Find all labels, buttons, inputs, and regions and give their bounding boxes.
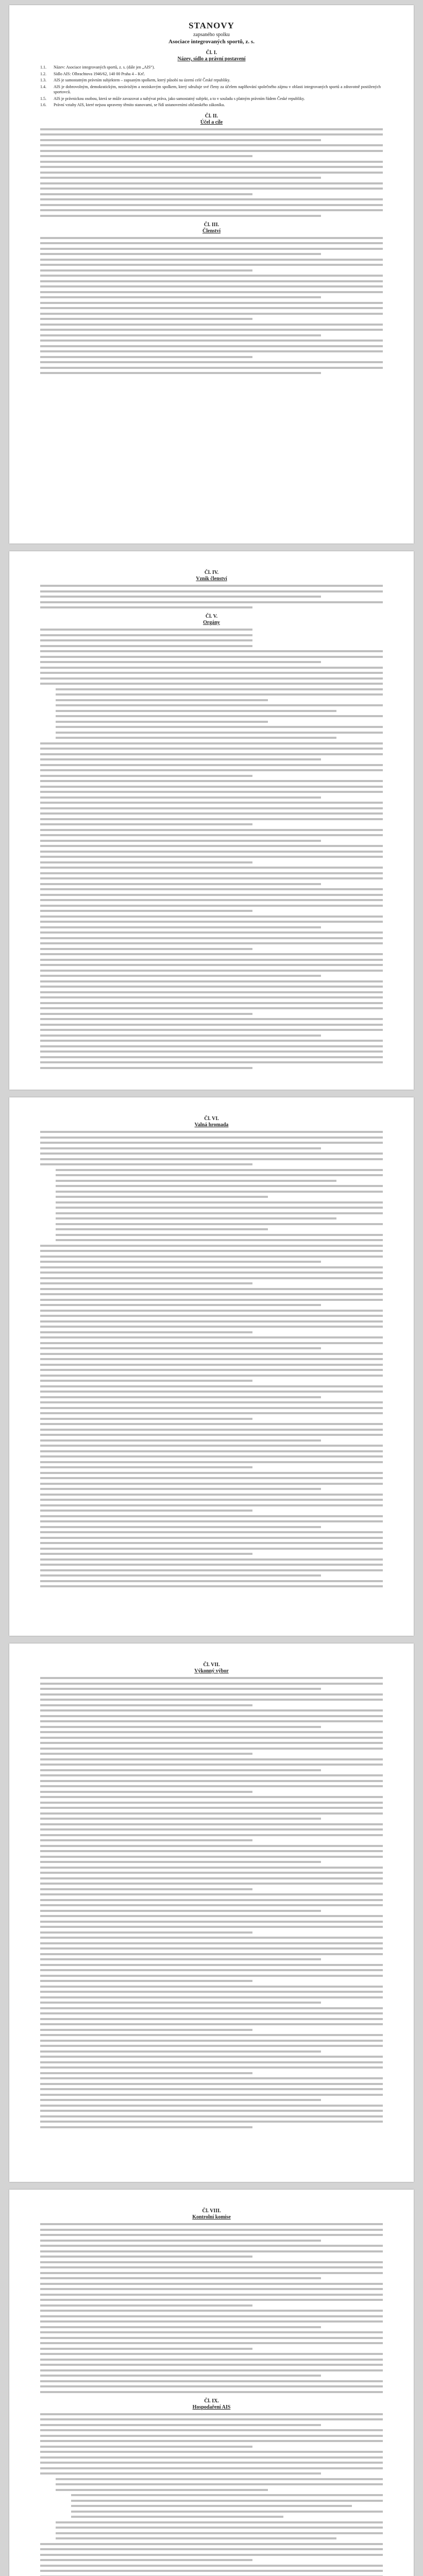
page-1 xyxy=(9,5,414,544)
article-6-title: Valná hromada xyxy=(194,1122,229,1128)
document-title: STANOVY xyxy=(189,21,234,30)
article-7-title: Výkonný výbor xyxy=(194,1668,229,1674)
paragraph-text: Sídlo AIS: Olbrachtova 1946/62, 140 00 Praha 4 – Krč. xyxy=(54,71,145,76)
paragraph-1-5 xyxy=(40,96,383,102)
paragraph-1-2 xyxy=(40,72,383,77)
page-4 xyxy=(9,1643,414,2182)
article-9-heading: Čl. IX. xyxy=(204,2398,219,2404)
article-4-title: Vznik členství xyxy=(196,576,227,582)
article-6-heading: Čl. VI. xyxy=(204,1116,219,1122)
article-7-body xyxy=(40,1677,383,2128)
paragraph-1-6 xyxy=(40,103,383,108)
paragraph-number: 1.1. xyxy=(40,65,46,70)
article-5-body xyxy=(40,629,383,1069)
paragraph-text: AIS je právnickou osobou, která se může zavazovat a nabývat práva, jako samostatný subjekt, a to v souladu s platným právním řádem České republiky. xyxy=(54,96,305,101)
article-1-title: Název, sídlo a právní postavení xyxy=(177,56,246,62)
article-3-body xyxy=(40,237,383,375)
paragraph-number: 1.6. xyxy=(40,103,46,107)
article-8-title: Kontrolní komise xyxy=(192,2214,231,2220)
article-5-heading: Čl. V. xyxy=(205,614,218,619)
page-2 xyxy=(9,551,414,1090)
page-3 xyxy=(9,1097,414,1636)
paragraph-number: 1.4. xyxy=(40,84,46,89)
paragraph-1-1 xyxy=(40,65,383,71)
article-3-heading: Čl. III. xyxy=(204,222,219,228)
article-7-heading: Čl. VII. xyxy=(203,1662,220,1668)
paragraph-1-4 xyxy=(40,84,383,95)
article-2-heading: Čl. II. xyxy=(205,113,218,119)
document-subtitle: zapsaného spolku xyxy=(193,32,230,38)
organization-name: Asociace integrovaných sportů, z. s. xyxy=(168,39,255,45)
article-6-body xyxy=(40,1131,383,1587)
page-5 xyxy=(9,2190,414,2576)
paragraph-text: AIS je samostatným právním subjektem – zapsaným spolkem, který působí na území celé České republiky. xyxy=(54,78,230,82)
article-3-title: Členství xyxy=(202,228,221,234)
paragraph-text: AIS je dobrovolným, demokratickým, nezávislým a neziskovým spolkem, který sdružuje své členy za účelem naplňování společného zájmu v oblasti integrovaných sportů a zdravotně postižených sportovců. xyxy=(54,84,381,94)
article-4-heading: Čl. IV. xyxy=(204,570,219,575)
article-8-heading: Čl. VIII. xyxy=(202,2208,221,2214)
article-2-title: Účel a cíle xyxy=(200,119,223,125)
article-4-body xyxy=(40,585,383,608)
paragraph-number: 1.5. xyxy=(40,96,46,101)
paragraph-text: Právní vztahy AIS, které nejsou upraveny těmito stanovami, se řídí ustanoveními občanského zákoníku. xyxy=(54,103,225,107)
article-1-heading: Čl. I. xyxy=(206,50,217,56)
article-2-body xyxy=(40,128,383,217)
article-8-body xyxy=(40,2223,383,2393)
paragraph-1-3 xyxy=(40,78,383,83)
article-9-body xyxy=(40,2413,383,2576)
article-5-title: Orgány xyxy=(203,620,220,625)
paragraph-number: 1.2. xyxy=(40,71,46,76)
paragraph-text: Název: Asociace integrovaných sportů, z. s. (dále jen „AIS“). xyxy=(54,65,155,70)
paragraph-number: 1.3. xyxy=(40,78,46,82)
article-9-title: Hospodaření AIS xyxy=(192,2404,231,2410)
